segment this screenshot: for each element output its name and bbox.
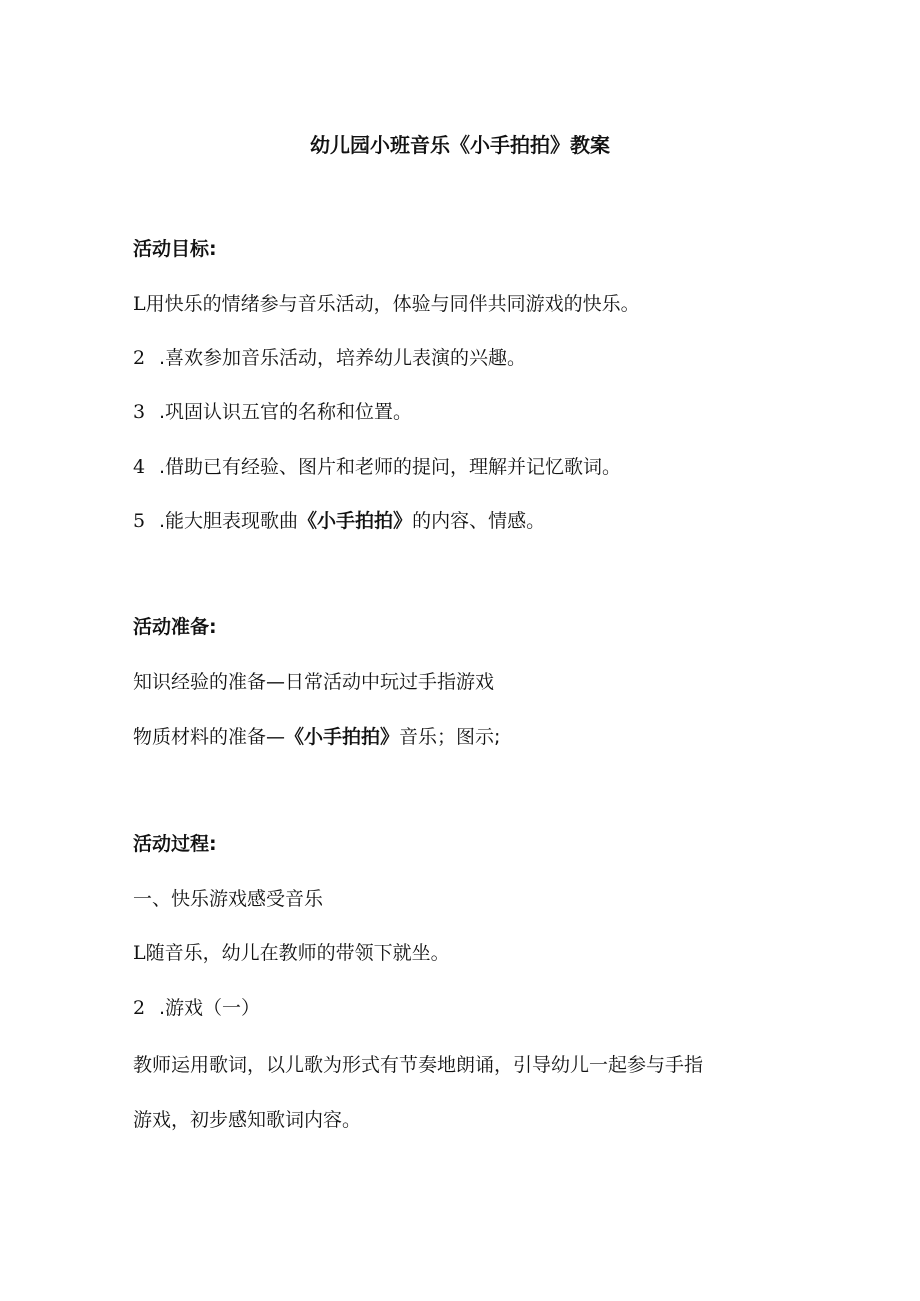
prep-heading: 活动准备: — [133, 616, 217, 638]
goal-item-5-text-post: 的内容、情感。 — [412, 510, 546, 532]
process-step-1 — [133, 940, 450, 966]
prep-line-2 — [133, 724, 500, 750]
goal-item-4-number: 4 — [133, 456, 146, 478]
goal-item-1 — [133, 291, 640, 317]
goal-item-5 — [133, 508, 545, 534]
goal-item-3-number: 3 — [133, 401, 146, 423]
goal-item-4 — [133, 454, 621, 480]
goal-item-3-text: .巩固认识五官的名称和位置。 — [159, 401, 413, 423]
process-step-1-text: 随音乐，幼儿在教师的带领下就坐。 — [145, 942, 450, 964]
process-paragraph-line-1: 教师运用歌词，以儿歌为形式有节奏地朗诵，引导幼儿一起参与手指 — [133, 1054, 704, 1076]
goal-item-2 — [133, 345, 526, 371]
process-step-2-number: 2 — [133, 997, 146, 1019]
prep-line-1: 知识经验的准备—日常活动中玩过手指游戏 — [133, 671, 495, 693]
document-title: 幼儿园小班音乐《小手拍拍》教案 — [310, 133, 610, 157]
goal-item-1-text: 用快乐的情绪参与音乐活动，体验与同伴共同游戏的快乐。 — [145, 293, 640, 315]
process-paragraph-line-2: 游戏，初步感知歌词内容。 — [133, 1109, 362, 1131]
process-section-1: 一、快乐游戏感受音乐 — [133, 888, 324, 910]
goal-item-3 — [133, 399, 412, 425]
process-step-2 — [133, 995, 260, 1021]
goal-item-1-number: L — [133, 293, 146, 315]
process-step-1-number: L — [133, 942, 146, 964]
process-step-2-text: .游戏（一） — [159, 997, 261, 1019]
goal-item-4-text: .借助已有经验、图片和老师的提问，理解并记忆歌词。 — [159, 456, 622, 478]
goal-item-5-number: 5 — [133, 510, 146, 532]
goal-item-5-text-pre: .能大胆表现歌曲 — [159, 510, 299, 532]
prep-line-2-song-title: 《小手拍拍》 — [285, 726, 400, 748]
process-heading: 活动过程: — [133, 833, 217, 855]
goal-item-2-text: .喜欢参加音乐活动，培养幼儿表演的兴趣。 — [159, 347, 527, 369]
goals-heading: 活动目标: — [133, 238, 217, 260]
goal-item-5-song-title: 《小手拍拍》 — [298, 510, 413, 532]
prep-line-2-pre: 物质材料的准备— — [133, 726, 286, 748]
goal-item-2-number: 2 — [133, 347, 146, 369]
prep-line-2-post: 音乐；图示; — [399, 726, 501, 748]
